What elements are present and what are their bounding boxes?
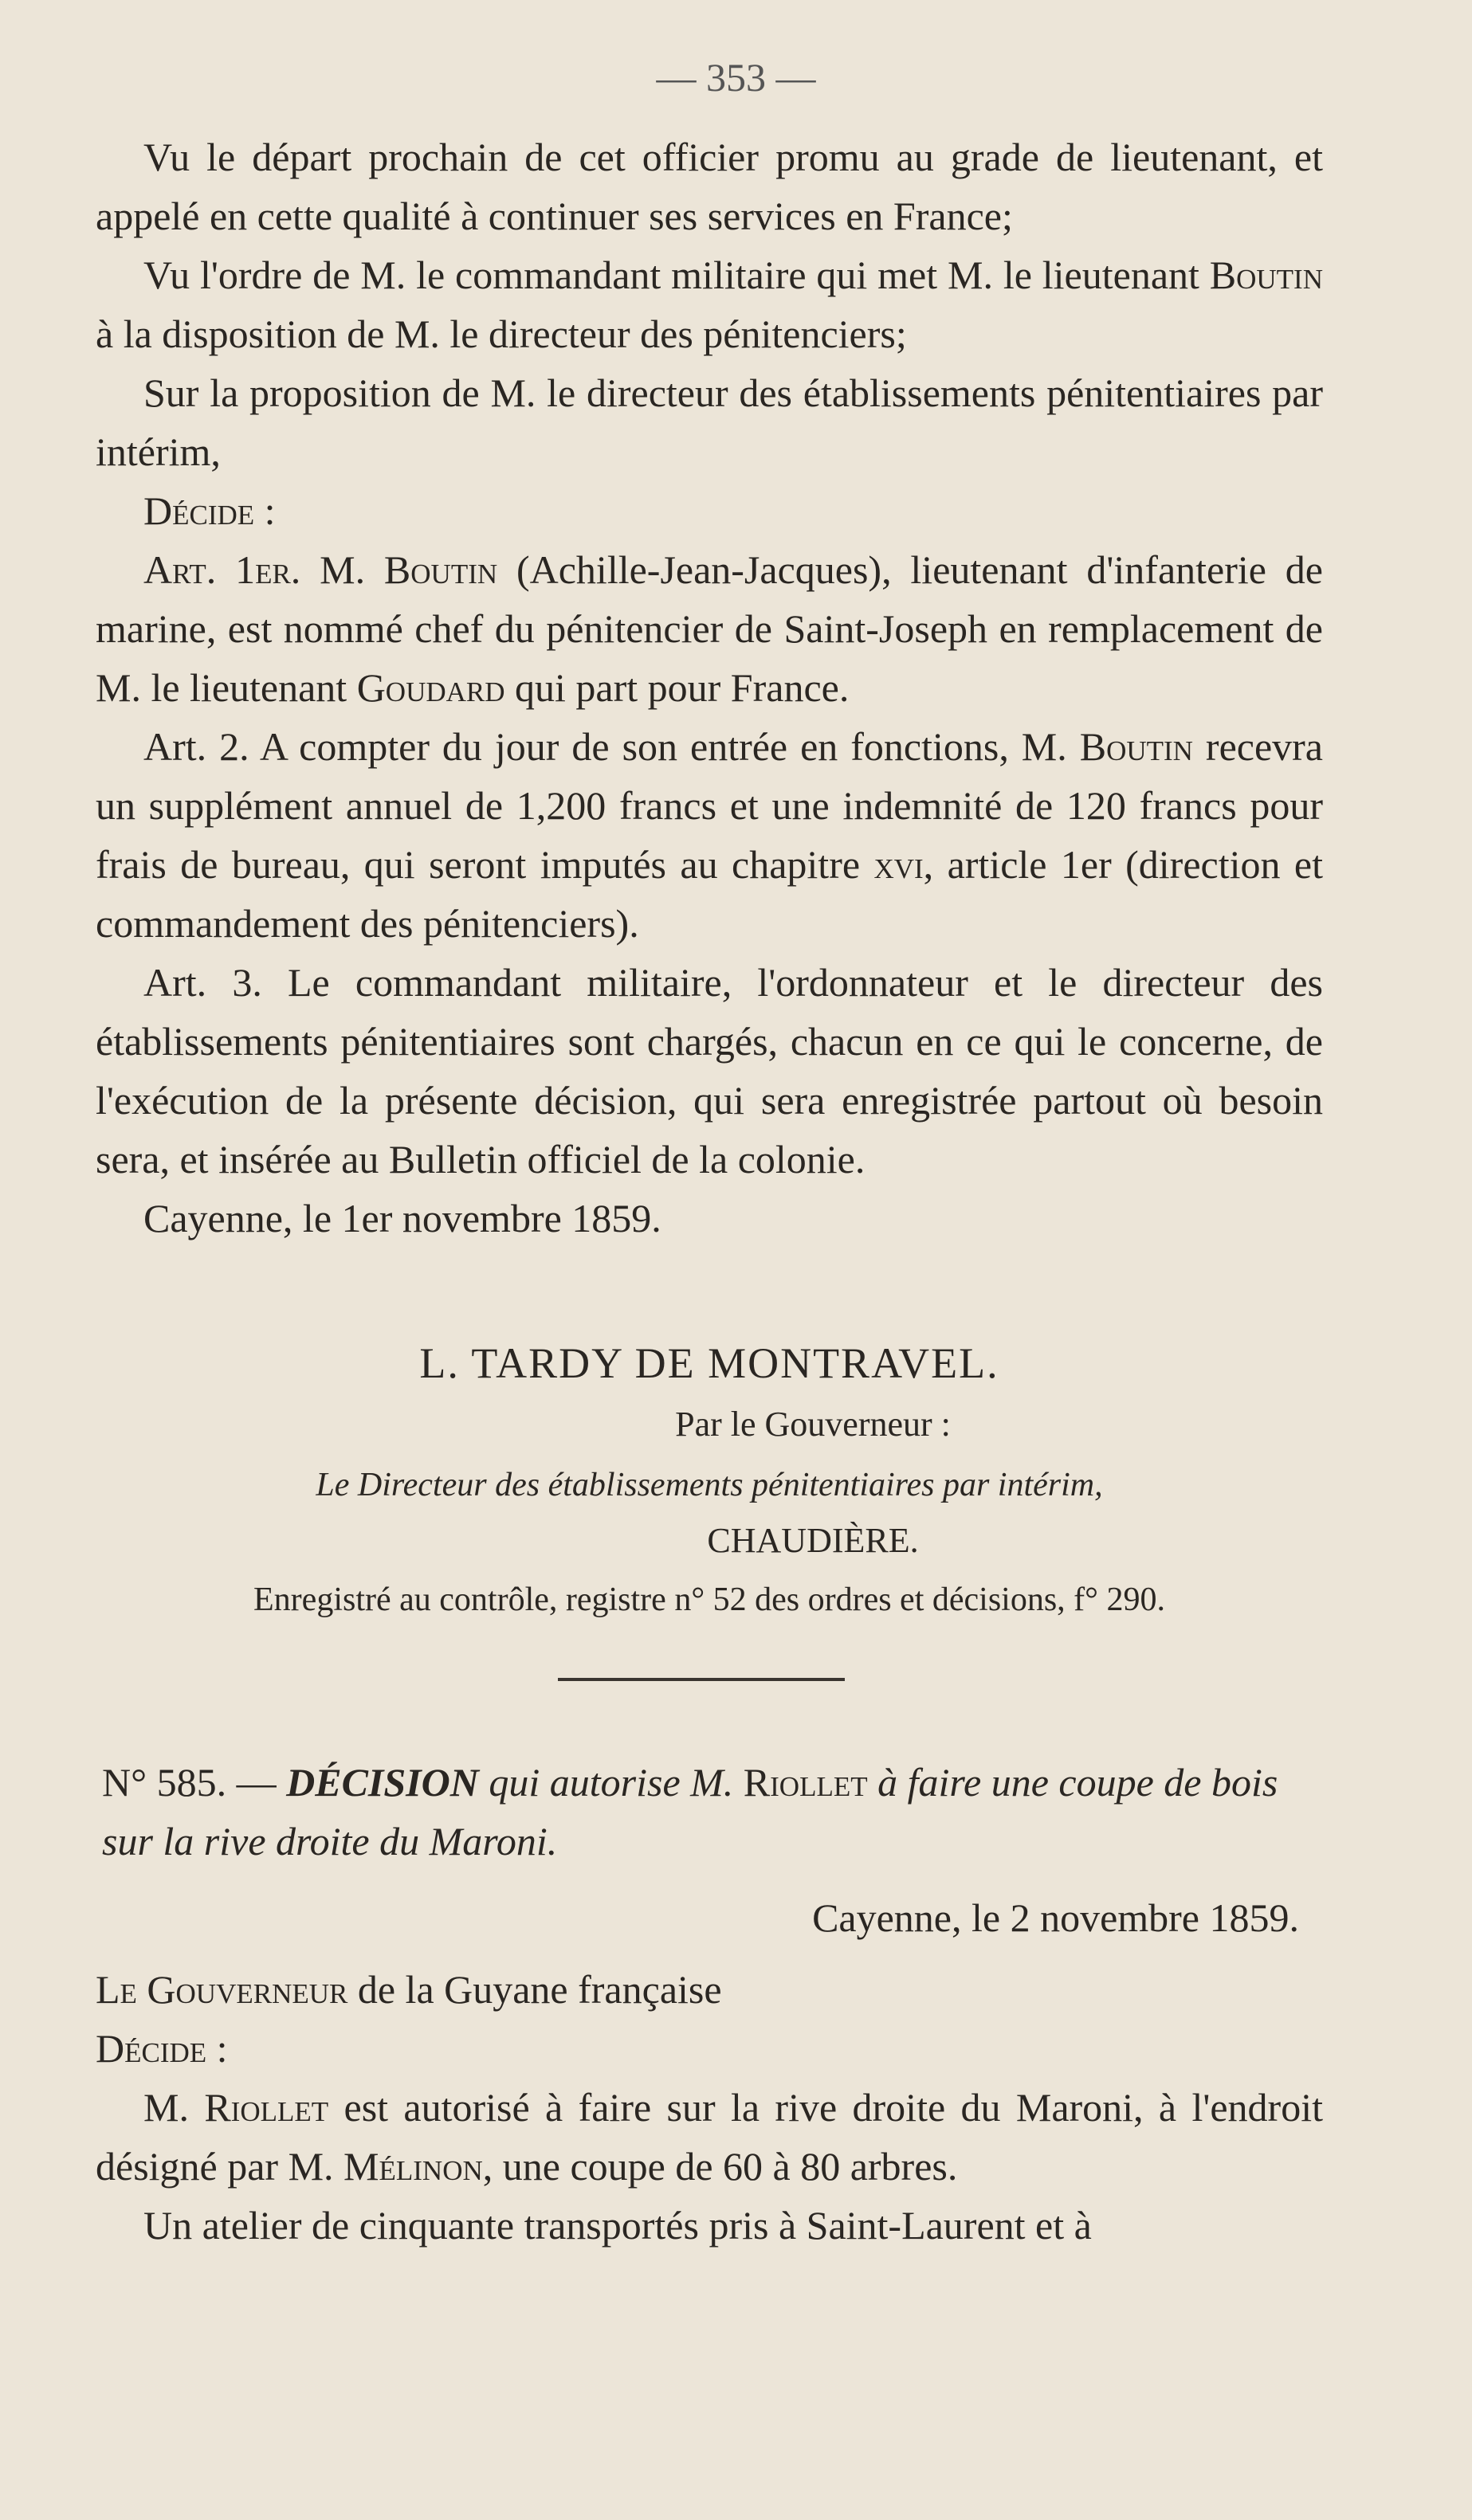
section-divider xyxy=(558,1678,845,1681)
article-label: Art. 1er. xyxy=(143,547,301,592)
person-name: Boutin xyxy=(1079,724,1193,769)
decide-heading: Décide : xyxy=(143,488,276,533)
paragraph-proposition: Sur la proposition de M. le directeur des établissements pénitentiaires par intérim, xyxy=(96,370,1323,474)
director-name: CHAUDIÈRE. xyxy=(707,1521,919,1560)
text: est autorisé à faire sur la rive droite du Maroni, à l'endroit désigné par M. xyxy=(96,2085,1323,2189)
text: , une coupe de 60 à 80 arbres. xyxy=(482,2144,958,2189)
person-name: Riollet xyxy=(204,2085,329,2130)
text: , article 1er (direction et commandement des pénitenciers). xyxy=(96,842,1323,946)
par-le-gouverneur: Par le Gouverneur : xyxy=(675,1405,951,1444)
text: Vu l'ordre de M. le commandant militaire qui met M. le lieutenant xyxy=(143,253,1210,297)
chapter-number: xvi xyxy=(873,842,924,887)
paragraph-vu-depart: Vu le départ prochain de cet officier promu au grade de lieutenant, et appelé en cette qualité à continuer ses services en France; xyxy=(96,135,1323,238)
person-name: Boutin xyxy=(383,547,498,592)
article-1 xyxy=(96,540,1323,717)
person-name: Boutin xyxy=(1209,253,1323,297)
text: M. xyxy=(143,2085,205,2130)
paragraph-riollet xyxy=(96,2078,1323,2196)
decide-heading-2: Décide : xyxy=(96,2026,228,2071)
text: qui part pour France. xyxy=(504,665,850,710)
governor-signature: L. TARDY DE MONTRAVEL. xyxy=(419,1339,999,1387)
date-line-2: Cayenne, le 2 novembre 1859. xyxy=(812,1895,1299,1940)
article-3: Art. 3. Le commandant militaire, l'ordonnateur et le directeur des établissements pénitentiaires sont chargés, chacun en ce qui le concerne, de l'exécution de la présente décision, qui sera enregistrée partout où besoin sera, et insérée au Bulletin officiel de la colonie. xyxy=(96,960,1323,1182)
text: (Achille-Jean-Jacques), lieutenant d'infanterie de marine, est nommé chef du pénitencier de Saint-Joseph en remplacement de M. le lieutenant xyxy=(96,547,1323,710)
page-number: — 353 — xyxy=(656,55,816,100)
person-name: Goudard xyxy=(356,665,505,710)
date-line: Cayenne, le 1er novembre 1859. xyxy=(143,1196,661,1240)
governor-line xyxy=(96,1960,1323,2019)
decision-number: N° 585. — xyxy=(102,1760,287,1805)
paragraph-vu-ordre xyxy=(96,245,1323,363)
decision-585-title xyxy=(96,1753,1323,1871)
person-name: Mélinon xyxy=(343,2144,483,2189)
text: à faire une coupe de bois sur la rive droite du Maroni. xyxy=(102,1760,1278,1864)
director-title: Le Directeur des établissements pénitentiaires par intérim, xyxy=(316,1467,1103,1503)
decision-585-body xyxy=(96,1960,1323,2255)
governor-label: Le Gouverneur xyxy=(96,1967,348,2012)
decision-body xyxy=(96,127,1323,1248)
paragraph-atelier: Un atelier de cinquante transportés pris à Saint-Laurent et à xyxy=(143,2203,1092,2248)
text: Art. 2. A compter du jour de son entrée en fonctions, M. xyxy=(143,724,1080,769)
registration-note: Enregistré au contrôle, registre n° 52 des ordres et décisions, f° 290. xyxy=(253,1581,1165,1618)
decision-word: DÉCISION xyxy=(286,1760,479,1805)
text: à la disposition de M. le directeur des pénitenciers; xyxy=(96,312,907,356)
text: de la Guyane française xyxy=(347,1967,722,2012)
text: qui autorise M. xyxy=(478,1760,744,1805)
person-name: Riollet xyxy=(743,1760,868,1805)
text: recevra un supplément annuel de 1,200 francs et une indemnité de 120 francs pour frais de bureau, qui seront imputés au chapitre xyxy=(96,724,1323,887)
article-2 xyxy=(96,717,1323,953)
text: M. xyxy=(300,547,384,592)
